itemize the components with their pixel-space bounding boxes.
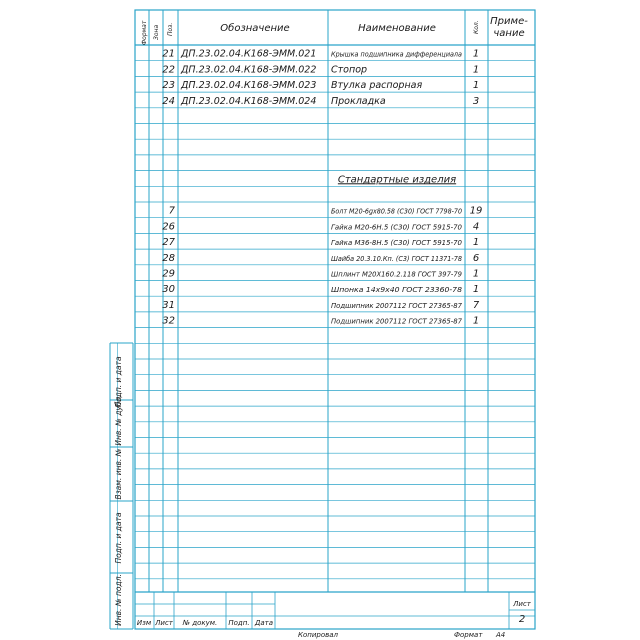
side-label-inv-podl: Инв. № подл. [114, 574, 123, 626]
row-name: Болт М20-6gх80.58 (С30) ГОСТ 7798-70 [331, 207, 462, 216]
row-name: Шайба 20.3.10.Кп. (С3) ГОСТ 11371-78 [331, 254, 463, 263]
row-designation: ДП.23.02.04.К168-ЭММ.021 [181, 48, 317, 60]
table-header [141, 16, 528, 45]
row-pos: 30 [162, 284, 175, 296]
header-designation: Обозначение [220, 23, 290, 34]
section-heading-row [338, 174, 456, 185]
row-qty: 3 [472, 95, 480, 107]
row-designation: ДП.23.02.04.К168-ЭММ.024 [181, 95, 317, 107]
row-qty: 7 [472, 299, 480, 311]
row-pos: 21 [162, 48, 175, 60]
header-format: Формат [141, 20, 148, 45]
header-zone: Зона [153, 24, 160, 40]
side-label-vzam-inv: Взам. инв. № [114, 448, 123, 500]
side-label-podp-data-2: Подп. и дата [114, 512, 123, 564]
row-qty: 1 [472, 237, 480, 249]
row-pos: 32 [162, 315, 175, 327]
row-qty: 1 [472, 284, 480, 296]
row-qty: 1 [472, 268, 480, 280]
title-podp: Подп. [228, 619, 250, 627]
side-label-inv-dubl: Инв. № дубл. [114, 394, 123, 446]
row-name: Подшипник 2007112 ГОСТ 27365-87 [331, 301, 463, 310]
table-row [162, 64, 479, 75]
row-name: Крышка подшипника дифференциала [331, 50, 462, 59]
row-qty: 4 [472, 221, 480, 233]
footer-format-label: Формат [454, 631, 483, 639]
row-name: Шплинт М20Х160.2.118 ГОСТ 397-79 [331, 270, 462, 279]
table-row [162, 237, 479, 248]
side-label-podp-data-1: Подп. и дата [114, 356, 123, 408]
row-designation: ДП.23.02.04.К168-ЭММ.022 [181, 64, 317, 76]
row-qty: 1 [472, 80, 480, 92]
row-name: Гайка М36-8Н.5 (С30) ГОСТ 5915-70 [331, 239, 462, 248]
title-izm: Изм [136, 619, 152, 627]
table-row [162, 221, 479, 232]
footer-copied: Копировал [298, 631, 338, 639]
table-row [162, 316, 479, 327]
side-strip [114, 356, 123, 626]
table-row [162, 300, 480, 311]
row-pos: 28 [162, 252, 175, 264]
table-row [162, 253, 479, 264]
header-note-line1: Приме- [490, 16, 528, 27]
row-qty: 6 [472, 252, 480, 264]
title-sheet-label: Лист [513, 600, 531, 608]
footer-format-value: А4 [496, 631, 506, 639]
row-pos: 29 [162, 268, 175, 280]
row-pos: 7 [168, 205, 175, 217]
table-row [162, 80, 479, 91]
header-pos: Поз. [167, 22, 174, 36]
row-name: Втулка распорная [331, 80, 423, 92]
row-name: Шпонка 14х9х40 ГОСТ 23360-78 [331, 286, 463, 295]
row-name: Подшипник 2007112 ГОСТ 27365-87 [331, 317, 463, 326]
title-sheet-number: 2 [518, 614, 526, 625]
title-doc-no: № докум. [182, 619, 218, 627]
table-row [169, 206, 483, 217]
row-pos: 27 [162, 237, 175, 249]
header-name: Наименование [358, 23, 436, 34]
row-qty: 1 [472, 64, 480, 76]
row-pos: 24 [162, 95, 175, 107]
row-name: Гайка М20-6Н.5 (С30) ГОСТ 5915-70 [331, 223, 462, 232]
table-row [162, 269, 479, 280]
row-name: Прокладка [331, 95, 386, 107]
table-row [162, 284, 479, 295]
title-data: Дата [254, 619, 274, 627]
table-row [162, 96, 479, 107]
section-heading: Стандартные изделия [337, 174, 457, 186]
row-name: Стопор [331, 64, 368, 76]
header-note-line2: чание [493, 28, 525, 39]
row-designation: ДП.23.02.04.К168-ЭММ.023 [181, 80, 317, 92]
title-list: Лист [155, 619, 173, 627]
row-pos: 26 [162, 221, 175, 233]
table-row [162, 49, 479, 60]
row-pos: 22 [162, 64, 175, 76]
row-qty: 1 [472, 315, 480, 327]
row-qty: 1 [472, 48, 480, 60]
header-qty: Кол. [473, 20, 480, 34]
row-qty: 19 [469, 205, 483, 217]
row-pos: 31 [162, 299, 175, 311]
table-rows [162, 49, 482, 327]
row-pos: 23 [162, 80, 175, 92]
footer [298, 631, 505, 639]
